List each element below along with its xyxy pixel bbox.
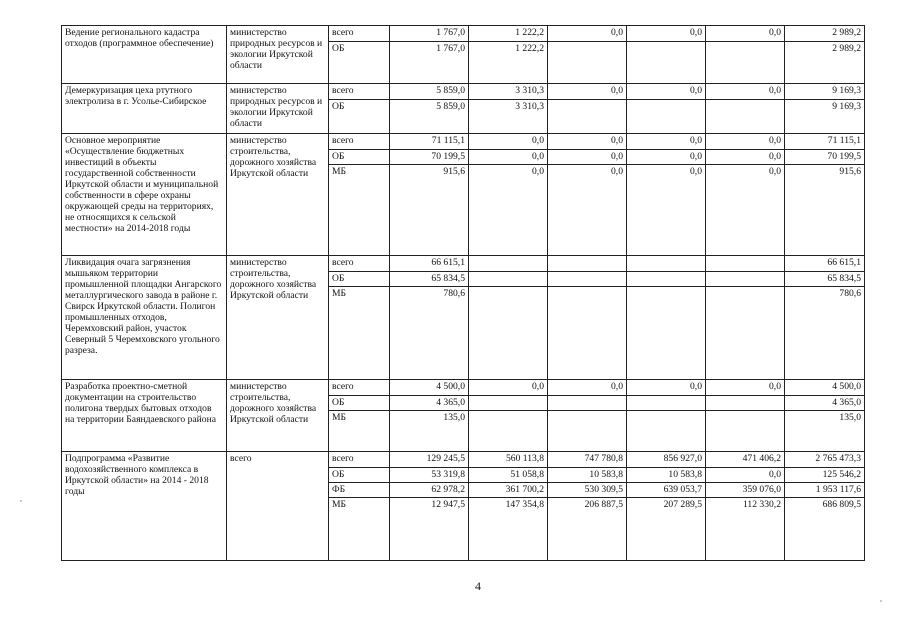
year-value-cell: 1 767,0	[390, 26, 469, 42]
year-value-cell	[627, 396, 706, 411]
year-value-cell	[706, 42, 785, 84]
year-value-cell: 471 406,2	[706, 452, 785, 468]
year-value-cell: 66 615,1	[390, 256, 469, 272]
year-value-cell: 0,0	[548, 26, 627, 42]
activity-name-cell: Ликвидация очага загрязнения мышьяком территории промышленной площадки Ангарского металлургического завода в районе г. Свирск Иркутской области. Полигон промышленных отходов, Черемховский район, участок Северный 5 Черемховского угольного разреза.	[62, 256, 227, 380]
year-value-cell: 0,0	[469, 150, 548, 165]
activity-name-cell: Ведение регионального кадастра отходов (программное обеспечение)	[62, 26, 227, 84]
budget-table	[61, 25, 865, 561]
funding-source-cell: всего	[329, 380, 390, 396]
total-value-cell: 780,6	[785, 287, 865, 380]
year-value-cell: 915,6	[390, 165, 469, 256]
year-value-cell: 129 245,5	[390, 452, 469, 468]
year-value-cell: 0,0	[706, 84, 785, 100]
funding-source-cell: ОБ	[329, 42, 390, 84]
table-body	[62, 26, 865, 561]
total-value-cell: 1 953 117,6	[785, 483, 865, 498]
year-value-cell: 51 058,8	[469, 468, 548, 483]
year-value-cell	[706, 100, 785, 134]
year-value-cell: 1 222,2	[469, 26, 548, 42]
year-value-cell: 0,0	[706, 468, 785, 483]
year-value-cell: 361 700,2	[469, 483, 548, 498]
year-value-cell	[627, 411, 706, 452]
total-value-cell: 2 989,2	[785, 26, 865, 42]
executor-cell: всего	[227, 452, 329, 561]
year-value-cell: 3 310,3	[469, 84, 548, 100]
table-row	[62, 134, 865, 150]
total-value-cell: 66 615,1	[785, 256, 865, 272]
year-value-cell: 4 500,0	[390, 380, 469, 396]
activity-name-cell: Подпрограмма «Развитие водохозяйственного комплекса в Иркутской области» на 2014 - 2018 годы	[62, 452, 227, 561]
year-value-cell: 0,0	[627, 84, 706, 100]
activity-name-cell: Демеркуризация цеха ртутного электролиза в г. Усолье-Сибирское	[62, 84, 227, 134]
year-value-cell: 639 053,7	[627, 483, 706, 498]
year-value-cell: 0,0	[548, 380, 627, 396]
year-value-cell: 206 887,5	[548, 498, 627, 561]
total-value-cell: 125 546,2	[785, 468, 865, 483]
year-value-cell: 0,0	[548, 134, 627, 150]
year-value-cell	[706, 411, 785, 452]
funding-source-cell: всего	[329, 134, 390, 150]
year-value-cell	[548, 272, 627, 287]
year-value-cell: 0,0	[469, 134, 548, 150]
year-value-cell: 0,0	[627, 134, 706, 150]
year-value-cell: 530 309,5	[548, 483, 627, 498]
year-value-cell: 147 354,8	[469, 498, 548, 561]
executor-cell: министерство строительства, дорожного хозяйства Иркутской области	[227, 256, 329, 380]
year-value-cell: 10 583,8	[627, 468, 706, 483]
year-value-cell: 65 834,5	[390, 272, 469, 287]
total-value-cell: 686 809,5	[785, 498, 865, 561]
year-value-cell	[469, 287, 548, 380]
funding-source-cell: ОБ	[329, 150, 390, 165]
funding-source-cell: ФБ	[329, 483, 390, 498]
year-value-cell	[706, 396, 785, 411]
scan-speck	[880, 600, 882, 602]
total-value-cell: 2 989,2	[785, 42, 865, 84]
year-value-cell	[469, 411, 548, 452]
year-value-cell: 0,0	[469, 380, 548, 396]
year-value-cell	[706, 287, 785, 380]
funding-source-cell: МБ	[329, 411, 390, 452]
year-value-cell	[706, 272, 785, 287]
funding-source-cell: ОБ	[329, 396, 390, 411]
table-row	[62, 380, 865, 396]
year-value-cell: 4 365,0	[390, 396, 469, 411]
year-value-cell: 112 330,2	[706, 498, 785, 561]
year-value-cell: 0,0	[469, 165, 548, 256]
year-value-cell	[627, 272, 706, 287]
funding-source-cell: всего	[329, 84, 390, 100]
total-value-cell: 9 169,3	[785, 100, 865, 134]
year-value-cell	[548, 411, 627, 452]
year-value-cell: 62 978,2	[390, 483, 469, 498]
page-number: 4	[475, 579, 481, 593]
year-value-cell: 780,6	[390, 287, 469, 380]
year-value-cell: 71 115,1	[390, 134, 469, 150]
total-value-cell: 2 765 473,3	[785, 452, 865, 468]
year-value-cell: 207 289,5	[627, 498, 706, 561]
year-value-cell: 53 319,8	[390, 468, 469, 483]
total-value-cell: 4 365,0	[785, 396, 865, 411]
year-value-cell: 70 199,5	[390, 150, 469, 165]
total-value-cell: 4 500,0	[785, 380, 865, 396]
executor-cell: министерство природных ресурсов и экологии Иркутской области	[227, 84, 329, 134]
activity-name-cell: Разработка проектно-сметной документации на строительство полигона твердых бытовых отходов на территории Баяндаевского района	[62, 380, 227, 452]
year-value-cell: 0,0	[548, 84, 627, 100]
year-value-cell	[627, 100, 706, 134]
funding-source-cell: МБ	[329, 287, 390, 380]
activity-name-cell: Основное мероприятие «Осуществление бюджетных инвестиций в объекты государственной собственности Иркутской области и муниципальной собственности в сфере охраны окружающей среды на территориях, не относящихся к сельской местности» на 2014-2018 годы	[62, 134, 227, 256]
year-value-cell	[706, 256, 785, 272]
year-value-cell: 0,0	[627, 380, 706, 396]
year-value-cell	[627, 42, 706, 84]
scan-speck	[20, 500, 22, 502]
executor-cell: министерство строительства, дорожного хозяйства Иркутской области	[227, 134, 329, 256]
year-value-cell	[627, 256, 706, 272]
funding-source-cell: МБ	[329, 498, 390, 561]
funding-source-cell: МБ	[329, 165, 390, 256]
year-value-cell: 5 859,0	[390, 84, 469, 100]
year-value-cell: 135,0	[390, 411, 469, 452]
year-value-cell: 560 113,8	[469, 452, 548, 468]
year-value-cell: 856 927,0	[627, 452, 706, 468]
funding-source-cell: ОБ	[329, 100, 390, 134]
table-row	[62, 84, 865, 100]
year-value-cell: 0,0	[706, 26, 785, 42]
year-value-cell	[548, 287, 627, 380]
year-value-cell	[469, 396, 548, 411]
total-value-cell: 65 834,5	[785, 272, 865, 287]
year-value-cell: 0,0	[548, 150, 627, 165]
year-value-cell: 1 767,0	[390, 42, 469, 84]
year-value-cell	[469, 256, 548, 272]
year-value-cell: 747 780,8	[548, 452, 627, 468]
year-value-cell: 10 583,8	[548, 468, 627, 483]
total-value-cell: 71 115,1	[785, 134, 865, 150]
funding-source-cell: всего	[329, 256, 390, 272]
total-value-cell: 70 199,5	[785, 150, 865, 165]
year-value-cell: 0,0	[706, 380, 785, 396]
year-value-cell: 0,0	[706, 165, 785, 256]
year-value-cell: 12 947,5	[390, 498, 469, 561]
total-value-cell: 915,6	[785, 165, 865, 256]
funding-source-cell: всего	[329, 26, 390, 42]
year-value-cell: 0,0	[706, 150, 785, 165]
year-value-cell: 359 076,0	[706, 483, 785, 498]
executor-cell: министерство строительства, дорожного хозяйства Иркутской области	[227, 380, 329, 452]
funding-source-cell: ОБ	[329, 272, 390, 287]
year-value-cell: 0,0	[627, 26, 706, 42]
year-value-cell	[627, 287, 706, 380]
executor-cell: министерство природных ресурсов и экологии Иркутской области	[227, 26, 329, 84]
year-value-cell: 3 310,3	[469, 100, 548, 134]
year-value-cell: 0,0	[627, 165, 706, 256]
funding-source-cell: всего	[329, 452, 390, 468]
year-value-cell: 0,0	[706, 134, 785, 150]
year-value-cell: 0,0	[627, 150, 706, 165]
table-row	[62, 26, 865, 42]
table-row	[62, 452, 865, 468]
total-value-cell: 9 169,3	[785, 84, 865, 100]
year-value-cell: 0,0	[548, 165, 627, 256]
funding-source-cell: ОБ	[329, 468, 390, 483]
year-value-cell	[548, 396, 627, 411]
table-row	[62, 256, 865, 272]
year-value-cell	[548, 100, 627, 134]
year-value-cell: 1 222,2	[469, 42, 548, 84]
year-value-cell	[469, 272, 548, 287]
year-value-cell	[548, 256, 627, 272]
year-value-cell	[548, 42, 627, 84]
year-value-cell: 5 859,0	[390, 100, 469, 134]
total-value-cell: 135,0	[785, 411, 865, 452]
